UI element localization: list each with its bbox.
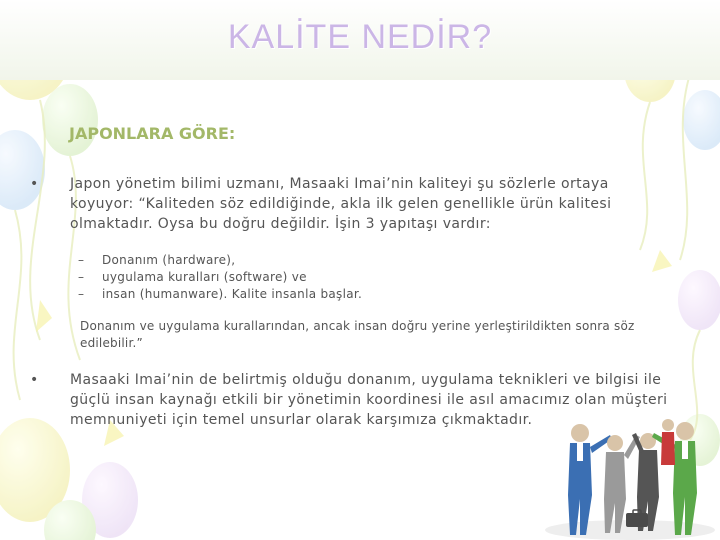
sub-item-dash: – (78, 270, 85, 284)
balloon-blue-right (683, 90, 720, 150)
balloon-green-left (42, 84, 98, 156)
sub-item (78, 269, 598, 286)
bullet-text-2: Masaaki Imai’nin de belirtmiş olduğu donanım, uygulama teknikleri ve bilgisi ile güçlü insan kaynağı etkili bir yönetimin koordinesi ile asıl amacımız olan müşteri memnuniyeti için temel unsurlar olarak karşımıza çıkmaktadır. (70, 372, 668, 428)
sub-item (78, 252, 598, 269)
slide-title: KALİTE NEDİR? (227, 18, 493, 56)
briefcase-icon (626, 513, 648, 527)
sub-item-text: insan (humanware). Kalite insanla başlar. (102, 287, 363, 301)
bullet-text-1: Japon yönetim bilimi uzmanı, Masaaki Imai’nin kaliteyi şu sözlerle ortaya koyuyor: “Kaliteden söz edildiğinde, akla ilk gelen genellikle ürün kalitesi olmaktadır. Oysa bu doğru değildir. İşin 3 yapıtaşı vardır: (70, 176, 612, 232)
sub-item-text: uygulama kuralları (software) ve (102, 270, 307, 284)
sub-item-text: Donanım (hardware), (102, 253, 236, 267)
businessmen-team-image (540, 395, 720, 540)
person-red (661, 419, 675, 465)
balloon-purple-right (678, 270, 720, 330)
bullet-marker-2: • (30, 372, 39, 388)
balloon-blue-left (0, 130, 45, 210)
note-text: Donanım ve uygulama kurallarından, ancak insan doğru yerine yerleştirildikten sonra söz edilebilir.” (80, 319, 635, 350)
sub-item-dash: – (78, 253, 85, 267)
sub-item (78, 286, 598, 303)
person-right (652, 422, 697, 535)
section-heading: JAPONLARA GÖRE: (69, 124, 236, 143)
bullet-marker-1: • (30, 176, 39, 192)
sub-item-list (78, 252, 598, 303)
sub-item-dash: – (78, 287, 85, 301)
